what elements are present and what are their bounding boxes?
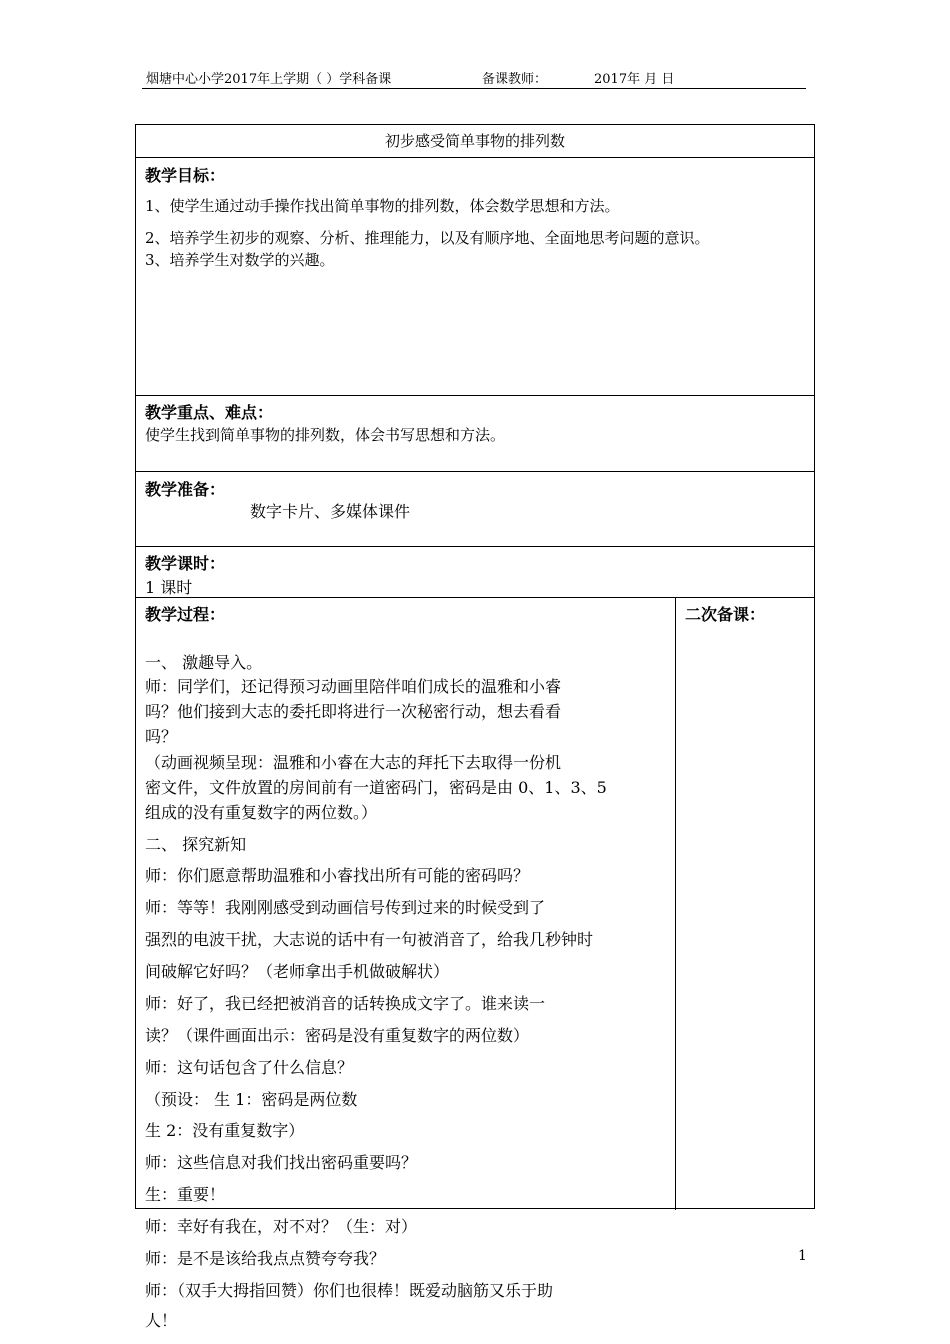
preparation-heading: 教学准备： xyxy=(145,480,226,499)
process-line: 密文件，文件放置的房间前有一道密码门，密码是由 0、1、3、5 xyxy=(145,778,607,797)
second-prep-heading: 二次备课： xyxy=(685,605,766,624)
process-line: 师：幸好有我在，对不对？（生：对） xyxy=(145,1217,418,1236)
process-heading: 教学过程： xyxy=(145,605,226,624)
header-teacher: 备课教师： xyxy=(482,72,548,87)
lesson-title: 初步感受简单事物的排列数 xyxy=(136,125,814,158)
process-line: 师：你们愿意帮助温雅和小睿找出所有可能的密码吗？ xyxy=(145,866,530,885)
process-line: 师：这句话包含了什么信息？ xyxy=(145,1058,354,1077)
process-line: 师：好了，我已经把被消音的话转换成文字了。谁来读一 xyxy=(145,994,546,1013)
key-points-section xyxy=(136,396,814,472)
process-line: 二、 探究新知 xyxy=(145,835,247,854)
hours-text: 1 课时 xyxy=(145,578,193,597)
header-school: 烟塘中心小学2017年上学期（ ）学科备课 xyxy=(146,72,392,87)
goal-item: 1、使学生通过动手操作找出简单事物的排列数，体会数学思想和方法。 xyxy=(145,197,620,215)
process-line: 强烈的电波干扰，大志说的话中有一句被消音了，给我几秒钟时 xyxy=(145,930,594,949)
process-line: 人！ xyxy=(145,1311,178,1330)
process-line: 师：等等！我刚刚感受到动画信号传到过来的时候受到了 xyxy=(145,898,546,917)
hours-heading: 教学课时： xyxy=(145,554,226,573)
process-line: 组成的没有重复数字的两位数。） xyxy=(145,803,378,822)
process-line: 吗？他们接到大志的委托即将进行一次秘密行动，想去看看 xyxy=(145,702,562,721)
second-prep-column xyxy=(676,598,815,1210)
process-line: （动画视频呈现：温雅和小睿在大志的拜托下去取得一份机 xyxy=(145,753,562,772)
hours-section xyxy=(136,547,814,598)
process-section xyxy=(136,598,814,1330)
goals-heading: 教学目标： xyxy=(145,166,226,185)
process-line: 师：（双手大拇指回赞）你们也很棒！既爱动脑筋又乐于助 xyxy=(145,1281,554,1300)
goal-item: 3、培养学生对数学的兴趣。 xyxy=(145,251,335,269)
page-number: 1 xyxy=(798,1248,807,1264)
lesson-plan-table xyxy=(135,124,815,1330)
process-line: （预设： 生 1：密码是两位数 xyxy=(145,1090,358,1109)
page-header xyxy=(142,68,806,89)
preparation-text: 数字卡片、多媒体课件 xyxy=(250,502,411,521)
key-points-heading: 教学重点、难点： xyxy=(145,403,274,422)
preparation-section xyxy=(136,472,814,547)
process-line: 一、 激趣导入。 xyxy=(145,653,263,672)
process-line: 读？（课件画面出示：密码是没有重复数字的两位数） xyxy=(145,1026,530,1045)
process-line: 生 2：没有重复数字） xyxy=(145,1121,305,1140)
process-line: 师：这些信息对我们找出密码重要吗？ xyxy=(145,1153,418,1172)
header-date: 2017年 月 日 xyxy=(594,72,675,87)
process-line: 间破解它好吗？（老师拿出手机做破解状） xyxy=(145,962,450,981)
process-line: 师：同学们，还记得预习动画里陪伴咱们成长的温雅和小睿 xyxy=(145,677,562,696)
key-points-text: 使学生找到简单事物的排列数，体会书写思想和方法。 xyxy=(145,426,506,444)
goal-item: 2、培养学生初步的观察、分析、推理能力，以及有顺序地、全面地思考问题的意识。 xyxy=(145,229,710,247)
process-line: 师：是不是该给我点点赞夸夸我？ xyxy=(145,1249,386,1268)
goals-section xyxy=(136,158,814,396)
process-line: 生：重要！ xyxy=(145,1185,226,1204)
process-column xyxy=(136,598,676,1330)
process-line: 吗？ xyxy=(145,727,178,746)
